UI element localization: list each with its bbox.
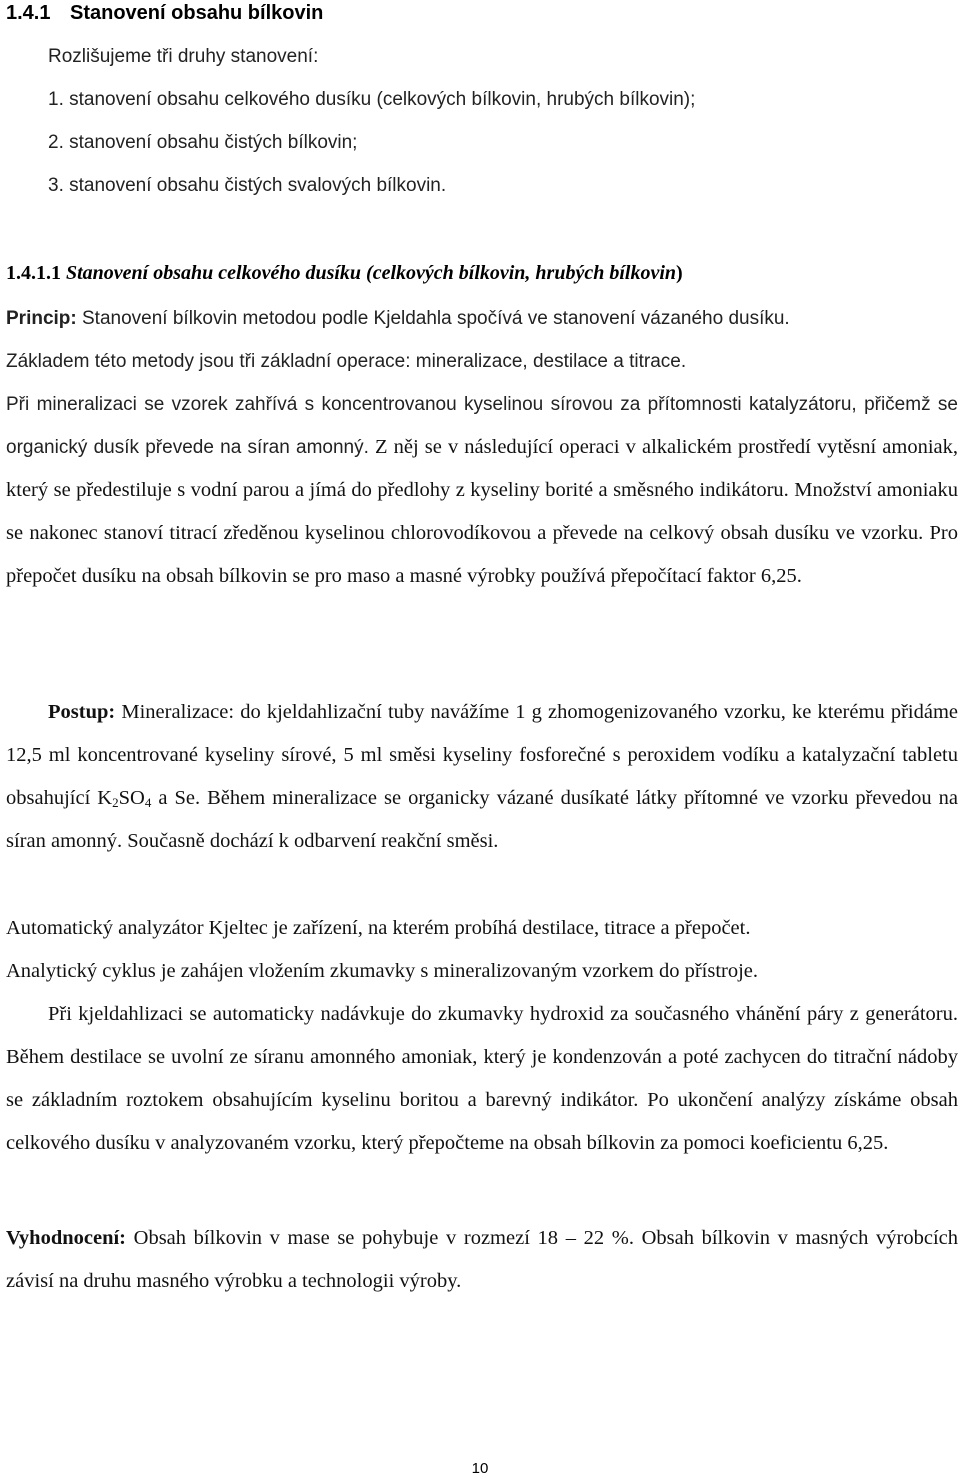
subsection-title: Stanovení obsahu celkového dusíku (celkových bílkovin, hrubých bílkovin	[66, 262, 677, 284]
kjeltec-sentence: Automatický analyzátor Kjeltec je zařízení, na kterém probíhá destilace, titrace a přepočet.	[6, 917, 751, 939]
subsection-heading: 1.4.1.1 Stanovení obsahu celkového dusíku (celkových bílkovin, hrubých bílkovin)	[6, 262, 683, 284]
kjeldahlization-paragraph: Při kjeldahlizaci se automaticky nadávkuje do zkumavky hydroxid za současného vhánění páry z generátoru. Během destilace se uvolní ze síranu amonného amoniak, který je kondenzován a poté zachycen do titrační nádoby se základním roztokem obsahujícím kyselinu boritou a barevný indikátor. Po ukončení analýzy získáme obsah celkového dusíku v analyzovaném vzorku, který přepočteme na obsah bílkovin za pomoci koeficientu 6,25.	[6, 1003, 958, 1154]
list-item: 2. stanovení obsahu čistých bílkovin;	[48, 132, 358, 153]
intro-list	[48, 35, 960, 207]
intro-text: Rozlišujeme tři druhy stanovení:	[48, 46, 319, 67]
princip-detail: Z něj se v následující operaci v alkalickém prostředí vytěsní amoniak, který se předestiluje s vodní parou a jímá do předlohy z kyseliny borité a směsného indikátoru. Množství amoniaku se nakonec stanoví titrací zředěnou kyselinou chlorovodíkovou a převede na celkový obsah dusíku ve vzorku. Pro přepočet dusíku na obsah bílkovin se pro maso a masné výrobky používá přepočítací faktor 6,25.	[6, 436, 959, 587]
postup-label: Postup:	[48, 701, 116, 723]
list-item: 1. stanovení obsahu celkového dusíku (celkových bílkovin, hrubých bílkovin);	[48, 89, 696, 110]
page-number: 10	[471, 1460, 489, 1477]
cycle-sentence: Analytický cyklus je zahájen vložením zkumavky s mineralizovaným vzorkem do přístroje.	[6, 960, 759, 982]
section-title: Stanovení obsahu bílkovin	[70, 2, 324, 24]
princip-operations: Základem této metody jsou tři základní operace: mineralizace, destilace a titrace.	[6, 351, 687, 372]
princip-text: Stanovení bílkovin metodou podle Kjeldahla spočívá ve stanovení vázaného dusíku.	[76, 308, 790, 329]
section-heading	[6, 2, 958, 25]
evaluation-label: Vyhodnocení:	[6, 1227, 126, 1249]
list-item: 3. stanovení obsahu čistých svalových bílkovin.	[48, 175, 447, 196]
princip-label: Princip:	[6, 308, 77, 329]
subsection-number: 1.4.1.1	[6, 262, 61, 284]
princip-mineralization: Při mineralizaci se vzorek zahřívá s koncentrovanou kyselinou sírovou za přítomnosti katalyzátoru, přičemž se organický dusík převede na síran amonný.	[6, 394, 958, 458]
postup-paragraph: Postup: Mineralizace: do kjeldahlizační tuby navážíme 1 g zhomogenizovaného vzorku, ke kterému přidáme 12,5 ml koncentrované kyseliny sírové, 5 ml směsi kyseliny fosforečné s peroxidem vodíku a katalyzační tabletu obsahující $K_2SO_4$ a Se. Během mineralizace se organicky vázané dusíkaté látky přítomné ve vzorku převedou na síran amonný. Současně dochází k odbarvení reakční směsi.	[6, 701, 959, 852]
princip-line	[6, 297, 958, 340]
princip-paragraph	[6, 383, 958, 598]
section-number: 1.4.1	[6, 2, 51, 24]
evaluation-paragraph: Vyhodnocení: Obsah bílkovin v mase se pohybuje v rozmezí 18 – 22 %. Obsah bílkovin v masných výrobcích závisí na druhu masného výrobku a technologii výroby.	[6, 1227, 958, 1292]
